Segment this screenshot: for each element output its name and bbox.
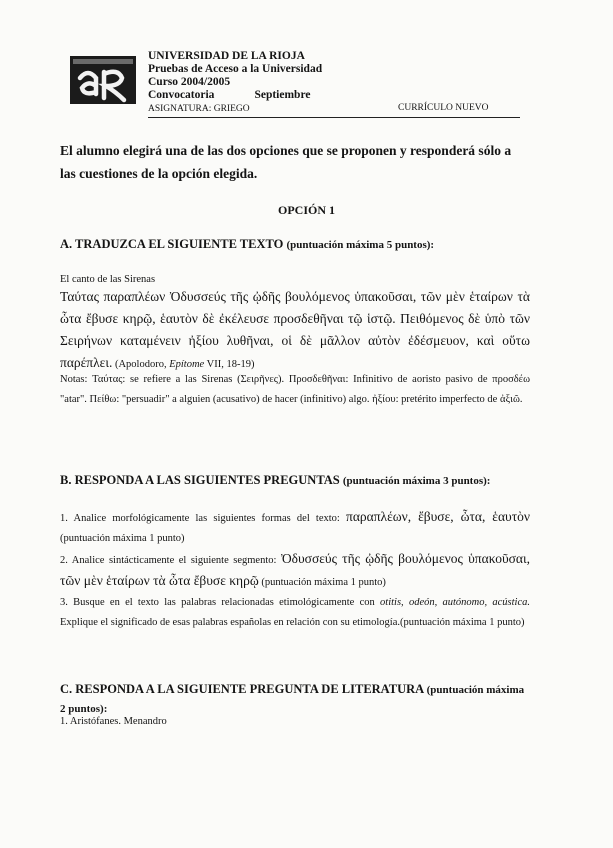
greek-passage (60, 287, 530, 375)
section-a-title: A. TRADUZCA EL SIGUIENTE TEXTO (60, 237, 284, 251)
convocatoria (148, 89, 310, 101)
header-divider (148, 117, 520, 118)
exam-type: Pruebas de Acceso a la Universidad (148, 63, 323, 75)
curriculum: CURRÍCULO NUEVO (398, 103, 489, 113)
section-c-points: (puntuación máxima 2 puntos): (60, 684, 525, 715)
section-a-points: (puntuación máxima 5 puntos): (286, 239, 435, 251)
option-title: OPCIÓN 1 (278, 203, 335, 217)
greek-text: Ταύτας παραπλέων Ὀδυσσεύς τῆς ᾠδῆς βουλόμενος ὑπακοῦσαι, τῶν μὲν ἑταίρων τὰ ὦτα ἔβυσε κηρῷ, ἑαυτὸν δὲ ἐκέλευσε προσδεθῆναι τῷ ἱστῷ. Πειθόμενος δὲ ὑπὸ τῶν Σειρήνων καταμένειν ἠξίου λυθῆναι, οἱ δὲ μᾶλλον αὐτὸν ἐδέσμευον, καὶ οὕτω παρέπλει. (60, 289, 530, 370)
q3-pre: 3. Busque en el texto las palabras relacionadas etimológicamente con (60, 597, 375, 608)
q3-words: otitis, odeón, autónomo, acústica. (380, 597, 531, 608)
q1-points: (puntuación máxima 1 punto) (60, 533, 185, 544)
q2-greek: Ὀδυσσεύς τῆς ᾠδῆς βουλόμενος ὑπακοῦσαι, τῶν μὲν ἑταίρων τὰ ὦτα ἔβυσε κηρῷ (60, 551, 530, 588)
section-b-points: (puntuación máxima 3 puntos): (342, 475, 491, 487)
question-2 (60, 549, 530, 593)
section-b-title: B. RESPONDA A LAS SIGUIENTES PREGUNTAS (60, 473, 340, 487)
citation-post: VII, 18-19) (206, 359, 255, 370)
section-b-heading (60, 473, 490, 488)
section-c-title: C. RESPONDA A LA SIGUIENTE PREGUNTA DE LITERATURA (60, 682, 424, 696)
instructions: El alumno elegirá una de las dos opciones que se proponen y responderá sólo a las cuestiones de la opción elegida. (60, 143, 512, 181)
convocatoria-label: Convocatoria (148, 89, 215, 101)
citation-work: Epítome (169, 359, 205, 370)
section-a-heading (60, 237, 434, 252)
section-b-questions (60, 507, 530, 633)
q3-post: Explique el significado de esas palabras españolas en relación con su etimología.(puntuación máxima 1 punto) (60, 617, 525, 628)
university-logo (70, 56, 136, 104)
citation-pre: (Apolodoro, (114, 359, 167, 370)
question-3 (60, 593, 530, 633)
section-c-question: 1. Aristófanes. Menandro (60, 716, 167, 727)
convocatoria-value: Septiembre (254, 89, 311, 101)
notes: Notas: Ταύτας: se refiere a las Sirenas (Σειρῆνες). Προσδεθῆναι: Infinitivo de aoristo pasivo de προσδέω "atar". Πείθω: "persuadir" a alguien (acusativo) de hacer (infinitivo) algo. ἠξίου: pretérito imperfecto de ἀξιῶ. (60, 374, 530, 405)
q1-text: 1. Analice morfológicamente las siguientes formas del texto: (60, 513, 340, 524)
text-title: El canto de las Sirenas (60, 274, 156, 285)
question-1 (60, 507, 530, 549)
university-name: UNIVERSIDAD DE LA RIOJA (148, 50, 305, 62)
q2-points: (puntuación máxima 1 punto) (261, 577, 386, 588)
q1-greek: παραπλέων, ἔβυσε, ὦτα, ἑαυτὸν (346, 509, 530, 524)
q2-text: 2. Analice sintácticamente el siguiente segmento: (60, 555, 277, 566)
subject: ASIGNATURA: GRIEGO (148, 104, 250, 114)
academic-year: Curso 2004/2005 (148, 76, 231, 88)
